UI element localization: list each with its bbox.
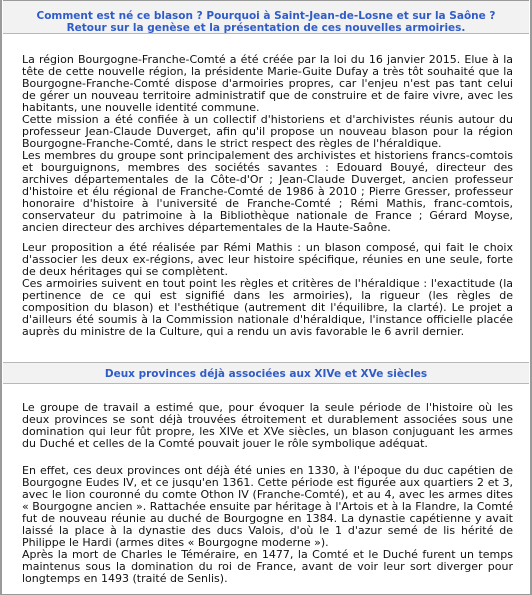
- paragraph: Cette mission a été confiée à un collectif d'historiens et d'archivistes réunis autour du professeur Jean-Claude Duverget, afin qu'il propose un nouveau blason pour la région Bourgogne-Franche-Comté, dans le strict respect des règles de l'héraldique.: [22, 113, 513, 150]
- paragraph: Après la mort de Charles le Téméraire, en 1477, la Comté et le Duché furent un temps maintenus sous la domination du roi de France, avant de voir leur sort diverger pour longtemps en 1493 (traité de Senlis).: [22, 548, 513, 585]
- section-heading-banner: [3, 362, 529, 384]
- intro-section: [22, 54, 513, 234]
- paragraph: Les membres du groupe sont principalement des archivistes et historiens francs-comtois et bourguignons, membres des sociétés savantes : Edouard Bouyé, directeur des archives départementales de la Côte-d'Or ; Jean-Claude Duverget, ancien professeur d'histoire et élu régional de Franche-Comté de 1986 à 2010 ; Pierre Gresser, professeur honoraire d'histoire à l'université de Franche-Comté ; Rémi Mathis, franc-comtois, conservateur du patrimoine à la Bibliothèque nationale de France ; Gérard Moyse, ancien directeur des archives départementales de la Haute-Saône.: [22, 149, 513, 234]
- paragraph: Ces armoiries suivent en tout point les règles et critères de l'héraldique : l'exactitude (la pertinence de ce qui est signifié dans les armoiries), la rigueur (les règles de composition du blason) et l'esthétique (autrement dit l'équilibre, la clarté). Le projet a d'ailleurs été soumis à la Commission nationale d'héraldique, l'instance officielle placée auprès du ministre de la Culture, qui a rendu un avis favorable le 6 avril dernier.: [22, 277, 513, 338]
- paragraph: Leur proposition a été réalisée par Rémi Mathis : un blason composé, qui fait le choix d'associer les deux ex-régions, avec leur histoire spécifique, réunies en une seule, forte de deux héritages qui se complètent.: [22, 241, 513, 278]
- header-title-line2: Retour sur la genèse et la présentation de ces nouvelles armoiries.: [66, 22, 466, 34]
- header-title-line1: Comment est né ce blason ? Pourquoi à Saint-Jean-de-Losne et sur la Saône ?: [36, 10, 496, 22]
- paragraph: La région Bourgogne-Franche-Comté a été créée par la loi du 16 janvier 2015. Elue à la tête de cette nouvelle région, la présidente Marie-Guite Dufay a très tôt souhaité que la Bourgogne-Franche-Comté dispose d'armoiries propres, car l'enjeu n'est pas tant celui de gérer un nouveau territoire administratif que de construire et de faire vivre, avec les habitants, une nouvelle identité commune.: [22, 53, 513, 114]
- paragraph: En effet, ces deux provinces ont déjà été unies en 1330, à l'époque du duc capétien de Bourgogne Eudes IV, et ce jusqu'en 1361. Cette période est figurée aux quartiers 2 et 3, avec le lion couronné du comte Othon IV (Franche-Comté), et au 4, avec les armes dites « Bourgogne ancien ». Rattachée ensuite par héritage à l'Artois et à la Flandre, la Comté fut de nouveau réunie au duché de Bourgogne en 1384. La dynastie capétienne y avait laissé la place à la dynastie des ducs Valois, d'où le 1 d'azur semé de lis hérité de Philippe le Hardi (armes dites « Bourgogne moderne »).: [22, 464, 513, 549]
- paragraph: Le groupe de travail a estimé que, pour évoquer la seule période de l'histoire où les deux provinces se sont déjà trouvées étroitement et durablement associées sous une domination qui leur fût propre, les XIVe et XVe siècles, un blason conjuguant les armes du Duché et celles de la Comté pouvait jouer le rôle symbolique adéquat.: [22, 401, 513, 450]
- header-banner: [3, 0, 529, 34]
- section-heading: Deux provinces déjà associées aux XIVe et XVe siècles: [104, 368, 428, 380]
- history-section: [22, 465, 513, 585]
- proposal-section: [22, 242, 513, 338]
- working-group-section: [22, 402, 513, 450]
